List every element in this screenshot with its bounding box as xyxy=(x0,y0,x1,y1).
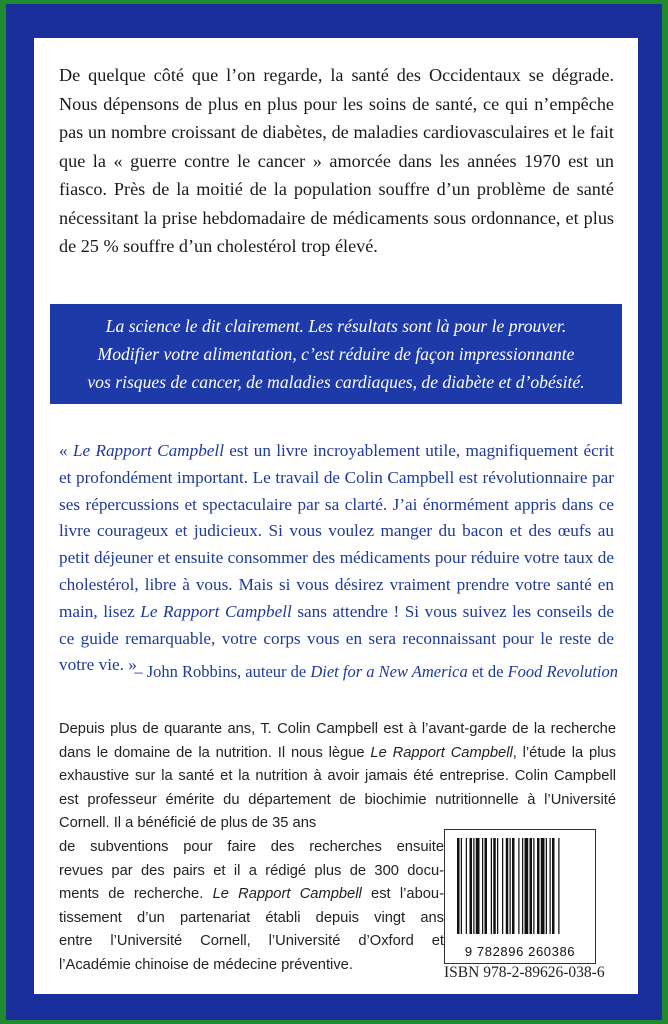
bio-narrow-line: l’Académie chinoise de médecine préventive. xyxy=(59,956,353,973)
banner-text xyxy=(60,312,612,396)
quote-open: « xyxy=(59,441,73,460)
attribution-author: – John Robbins, auteur de xyxy=(134,662,311,681)
bio-narrow-line: Il a bénéficié de plus de 35 ans xyxy=(113,815,317,832)
bio-text: Depuis plus de quarante ans, T. Colin Campbell est à l’avant-garde de la recherche dans le domaine de la nutrition. Il nous lègue xyxy=(59,721,616,761)
intro-paragraph: De quelque côté que l’on regarde, la santé des Occidentaux se dégrade. Nous dépensons de plus en plus pour les soins de santé, ce qui n’empêche pas un nombre croissant de diabètes, de maladies cardiovasculaires et le fait que la « guerre contre le cancer » amorcée dans les années 1970 est un fiasco. Près de la moitié de la population souffre d’un problème de santé nécessitant la prise hebdomadaire de médicaments sous ordonnance, et plus de 25 % souffre d’un cholestérol trop élevé. xyxy=(59,65,614,256)
banner-line: La science le dit clairement. Les résultats sont là pour le prouver. xyxy=(105,316,567,336)
banner-line: Modifier votre alimentation, c’est réduire de façon impressionnante xyxy=(97,344,575,364)
bio-narrow-line: revues par des pairs et il a rédigé plus de 300 docu- xyxy=(59,862,444,879)
quote-book-title: Le Rapport Campbell xyxy=(140,601,292,621)
quote-text: est un livre incroyablement utile, magnifiquement écrit et profondément important. Le travail de Colin Campbell est révolutionnaire par ses répercussions et spectaculaire par sa clarté. J’ai énormément appris dans ce livre courageux et judicieux. Si vous voulez manger du bacon et des œufs au petit déjeuner et ensuite consommer des médicaments pour réduire votre taux de cholestérol, libre à vous. Mais si vous désirez vraiment prendre votre santé en main, lisez xyxy=(59,441,614,621)
bio-text: est l’abou- xyxy=(361,886,444,903)
bio-book-title: Le Rapport Campbell xyxy=(212,886,362,903)
cover-page xyxy=(34,38,638,994)
bio-book-title: Le Rapport Campbell xyxy=(370,744,513,761)
bio-narrow-line: de subventions pour faire des recherches ensuite xyxy=(59,838,444,855)
barcode xyxy=(444,829,596,964)
attribution-conjunction: et de xyxy=(467,662,508,681)
attribution-book: Food Revolution xyxy=(507,662,618,681)
banner-line: vos risques de cancer, de maladies cardiaques, de diabète et d’obésité. xyxy=(87,372,585,392)
quote-book-title: Le Rapport Campbell xyxy=(72,441,224,460)
testimonial-quote xyxy=(59,438,614,679)
bio-text: ments de recherche. xyxy=(59,886,204,903)
bio-text: , l’étude la plus exhaustive sur la santé et la nutrition à avoir jamais été entreprise. Colin Campbell est professeur émérite du département de biochimie nutritionnelle à l’Université Cornell. xyxy=(59,744,616,832)
bio-narrow-line: entre l’Université Cornell, l’Université d’Oxford et xyxy=(59,933,444,950)
quote-text: sans attendre ! Si vous suivez les conseils de ce guide remarquable, votre corps vous en sera reconnaissant pour le reste de votre vie. » xyxy=(59,601,614,675)
isbn-number: ISBN 978-2-89626-038-6 xyxy=(444,964,605,981)
back-cover xyxy=(6,4,662,1020)
barcode-digits: 9 782896 260386 xyxy=(464,944,576,959)
bio-narrow-line: tissement d’un partenariat établi depuis vingt ans xyxy=(59,909,444,926)
quote-attribution xyxy=(134,662,618,682)
highlight-banner xyxy=(50,304,622,404)
barcode-icon xyxy=(445,830,595,940)
bio-narrow-line-with-title xyxy=(59,883,444,907)
attribution-book: Diet for a New America xyxy=(310,662,468,681)
